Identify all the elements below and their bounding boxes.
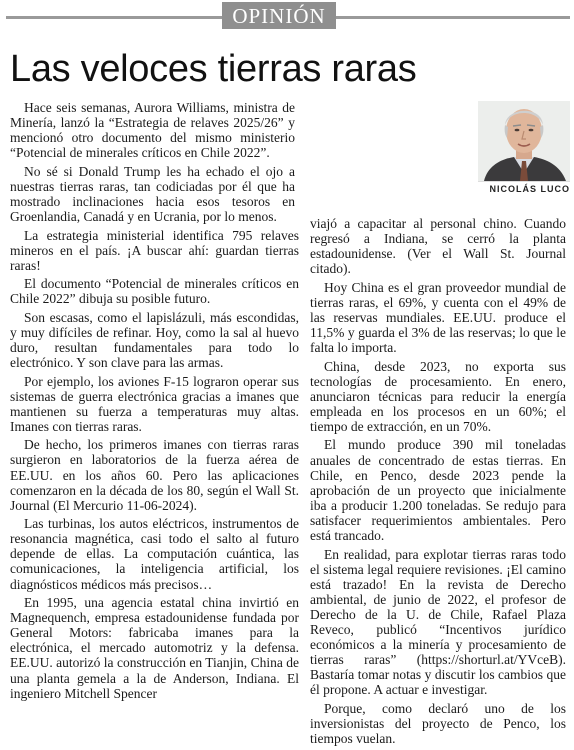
article-paragraph: El documento “Potencial de minerales críticos en Chile 2022” dibuja su posible futuro.	[10, 276, 299, 307]
author-byline: NICOLÁS LUCO	[489, 184, 570, 194]
article-paragraph: El mundo produce 390 mil toneladas anuales de concentrado de estas tierras. En Chile, en Penco, desde 2023 pende la aprobación de un proyecto que inicialmente iba a producir 1.200 toneladas. Se redujo para satisfacer requerimientos ambientales. Pero está trancado.	[310, 437, 566, 544]
article-paragraph: Por ejemplo, los aviones F-15 lograron operar sus sistemas de guerra electrónica gracias a imanes que mantienen su fuerza a temperaturas muy altas. Imanes con tierras raras.	[10, 373, 299, 434]
headline: Las veloces tierras raras	[10, 48, 417, 90]
article-paragraph: No sé si Donald Trump les ha echado el ojo a nuestras tierras raras, tan codiciadas por él que ha mostrado inclinaciones hacia esos tesoros en Groenlandia, Canadá y en Ucrania, por lo menos.	[10, 163, 295, 225]
section-name: OPINIÓN	[222, 2, 336, 29]
article-paragraph: Las turbinas, los autos eléctricos, instrumentos de resonancia magnética, casi todo el salto al futuro depende de ellas. La computación cuántica, las comunicaciones, la inteligencia artificial, los diagnósticos médicos más precisos…	[10, 516, 299, 592]
article-paragraph: En realidad, para explotar tierras raras todo el sistema legal requiere revisiones. ¡El camino está trazado! En la revista de Derecho ambiental, de junio de 2022, el profesor de Derecho de la U. de Chile, Rafael Plaza Reveco, publicó “Incentivos jurídico económicos a la minería y procesamiento de tierras raras” (https://shorturl.at/YVceB). Bastaría tomar notas y discutir los cambios que él propone. A actuar e investigar.	[310, 546, 566, 698]
article-paragraph: Son escasas, como el lapislázuli, más escondidas, y muy difíciles de refinar. Hoy, como la sal al huevo duro, resultan fundamentales para todo lo electrónico. Y son clave para las armas.	[10, 309, 299, 371]
section-header	[0, 0, 574, 32]
author-portrait-image	[478, 101, 570, 181]
article-paragraph: Hoy China es el gran proveedor mundial de tierras raras, el 69%, y cuenta con el 49% de las reservas mundiales. EE.UU. produce el 11,5% y guarda el 3% de las reservas; lo que le falta lo importa.	[310, 279, 566, 356]
article-paragraph: China, desde 2023, no exporta sus tecnologías de procesamiento. En enero, anunciaron técnicas para reducir la energía empleada en los procesos en un 60%; el tiempo de extracción, en un 70%.	[310, 358, 566, 434]
author-photo	[478, 101, 570, 182]
article-paragraph: viajó a capacitar al personal chino. Cuando regresó a Indiana, se cerró la planta estadounidense. (Ver el Wall St. Journal citado).	[310, 216, 566, 277]
article-paragraph: Porque, como declaró uno de los inversionistas del proyecto de Penco, los tiempos vuelan.	[310, 700, 566, 747]
article-column-right	[310, 216, 566, 750]
article-paragraph: La estrategia ministerial identifica 795 relaves mineros en el país. ¡A buscar ahí: guardan tierras raras!	[10, 227, 299, 273]
article-paragraph: En 1995, una agencia estatal china invirtió en Magnequench, empresa estadounidense fundada por General Motors: fabricaba imanes para la electrónica, el mercado automotriz y la defensa. EE.UU. autorizó la construcción en Tianjin, China de una planta gemela a la de Anderson, Indiana. El ingeniero Mitchell Spencer	[10, 595, 299, 701]
article-column-left	[10, 100, 299, 704]
article-paragraph: Hace seis semanas, Aurora Williams, ministra de Minería, lanzó la “Estrategia de relaves 2025/26” y mencionó otro documento del mismo ministerio “Potencial de minerales críticos en Chile 2022”.	[10, 100, 295, 161]
article-paragraph: De hecho, los primeros imanes con tierras raras surgieron en laboratorios de la fuerza aérea de EE.UU. en los años 60. Pero las aplicaciones comenzaron en la década de los 80, según el Wall St. Journal (El Mercurio 11-06-2024).	[10, 437, 299, 513]
